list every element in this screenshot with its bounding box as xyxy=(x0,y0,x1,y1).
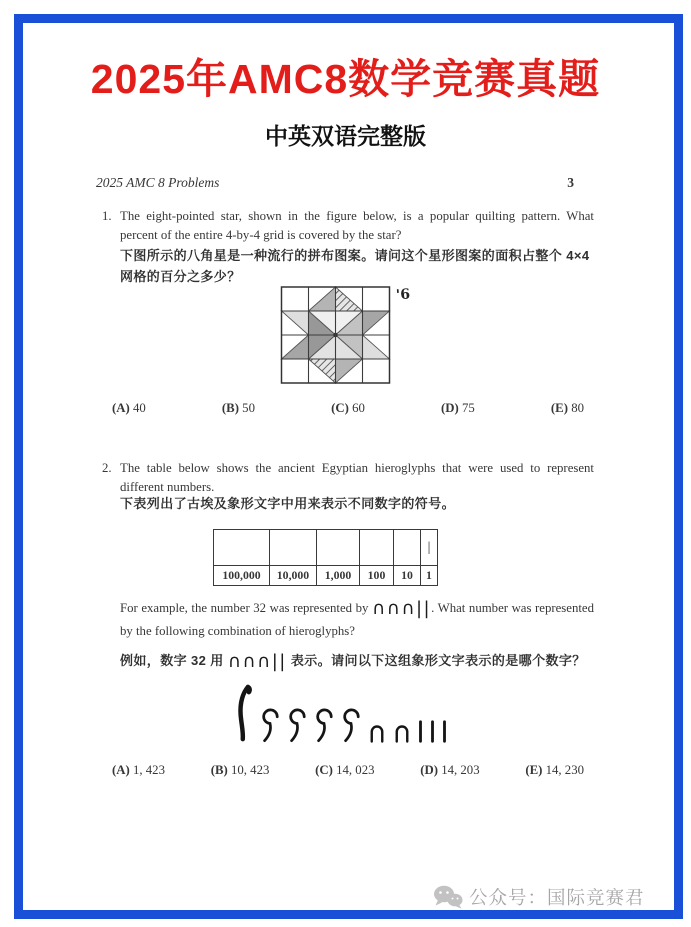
quilt-star-grid-svg xyxy=(280,285,392,387)
symbol-cell xyxy=(360,530,394,566)
problem1-number: 1. xyxy=(102,209,112,223)
watermark xyxy=(433,884,645,910)
inline-hieroglyph-32: ∩∩∩|| xyxy=(227,651,287,672)
hieroglyph-symbol-row xyxy=(214,530,438,566)
stroke-1-icon xyxy=(416,720,425,743)
doc-header-title: 2025 AMC 8 Problems xyxy=(96,175,220,190)
finger-10000-icon xyxy=(235,683,255,743)
example-sentence-en: For example, the number 32 was represented by ∩∩∩||. What number was represented by the following combination of hieroglyphs? xyxy=(120,598,594,638)
value-cell: 1,000 xyxy=(317,566,360,586)
choice-D: (D) 75 xyxy=(441,401,475,415)
value-cell: 100 xyxy=(360,566,394,586)
banner-title: 2025年AMC8数学竞赛真题 xyxy=(90,56,601,102)
choice-B: (B) 10, 423 xyxy=(210,763,270,777)
problem2-text-zh: 下表列出了古埃及象形文字中用来表示不同数字的符号。 xyxy=(120,496,456,511)
choice-B: (B) 50 xyxy=(221,401,255,415)
symbol-cell-stroke: | xyxy=(421,530,438,566)
problem2-text-en xyxy=(94,459,594,497)
scanned-document-page xyxy=(94,173,594,833)
value-cell: 10,000 xyxy=(270,566,317,586)
problem1-text-zh: 下图所示的八角星是一种流行的拼布图案。请问这个星形图案的面积占整个 4×4 网格的百分之多少？ xyxy=(120,248,590,284)
handwritten-annotation: '6 xyxy=(395,286,411,304)
choice-D: (D) 14, 203 xyxy=(420,763,480,777)
symbol-cell xyxy=(394,530,421,566)
hieroglyph-combination xyxy=(235,679,449,743)
symbol-cell xyxy=(317,530,360,566)
problem2-statement-en: The table below shows the ancient Egyptian hieroglyphs that were used to represent different numbers. xyxy=(120,461,594,494)
choice-C: (C) 14, 023 xyxy=(315,763,375,777)
doc-header xyxy=(96,175,574,191)
watermark-text: 公众号：国际竞赛君 xyxy=(469,887,645,908)
page-number: 3 xyxy=(567,175,574,190)
choice-A: (A) 40 xyxy=(112,401,146,415)
problem1-text-en xyxy=(94,207,594,245)
coil-100-icon xyxy=(339,705,363,743)
stroke-1-icon xyxy=(440,720,449,743)
example-sentence-zh: 例如，数字 32 用 ∩∩∩|| 表示。请问以下这组象形文字表示的是哪个数字？ xyxy=(120,651,586,672)
coil-100-icon xyxy=(312,705,336,743)
choice-E: (E) 14, 230 xyxy=(525,763,584,777)
value-cell: 10 xyxy=(394,566,421,586)
symbol-cell xyxy=(214,530,270,566)
wechat-icon xyxy=(433,885,463,909)
problem2-choices xyxy=(112,763,584,778)
arch-10-icon xyxy=(391,722,413,743)
problem1-statement-en: The eight-pointed star, shown in the figure below, is a popular quilting pattern. What percent of the entire 4-by-4 grid is covered by the star? xyxy=(120,209,594,242)
stroke-1-icon xyxy=(428,720,437,743)
problem1-choices xyxy=(112,401,584,416)
coil-100-icon xyxy=(285,705,309,743)
hieroglyph-value-table xyxy=(213,529,438,586)
coil-100-icon xyxy=(258,705,282,743)
problem2-number: 2. xyxy=(102,461,112,475)
value-cell: 1 xyxy=(421,566,438,586)
symbol-cell xyxy=(270,530,317,566)
inline-hieroglyph-32: ∩∩∩|| xyxy=(371,598,432,619)
choice-E: (E) 80 xyxy=(550,401,584,415)
choice-C: (C) 60 xyxy=(331,401,365,415)
arch-10-icon xyxy=(366,722,388,743)
quilt-star-figure xyxy=(280,285,430,395)
value-cell: 100,000 xyxy=(214,566,270,586)
choice-A: (A) 1, 423 xyxy=(112,763,165,777)
hieroglyph-value-row xyxy=(214,566,438,586)
banner-subtitle: 中英双语完整版 xyxy=(265,123,426,149)
